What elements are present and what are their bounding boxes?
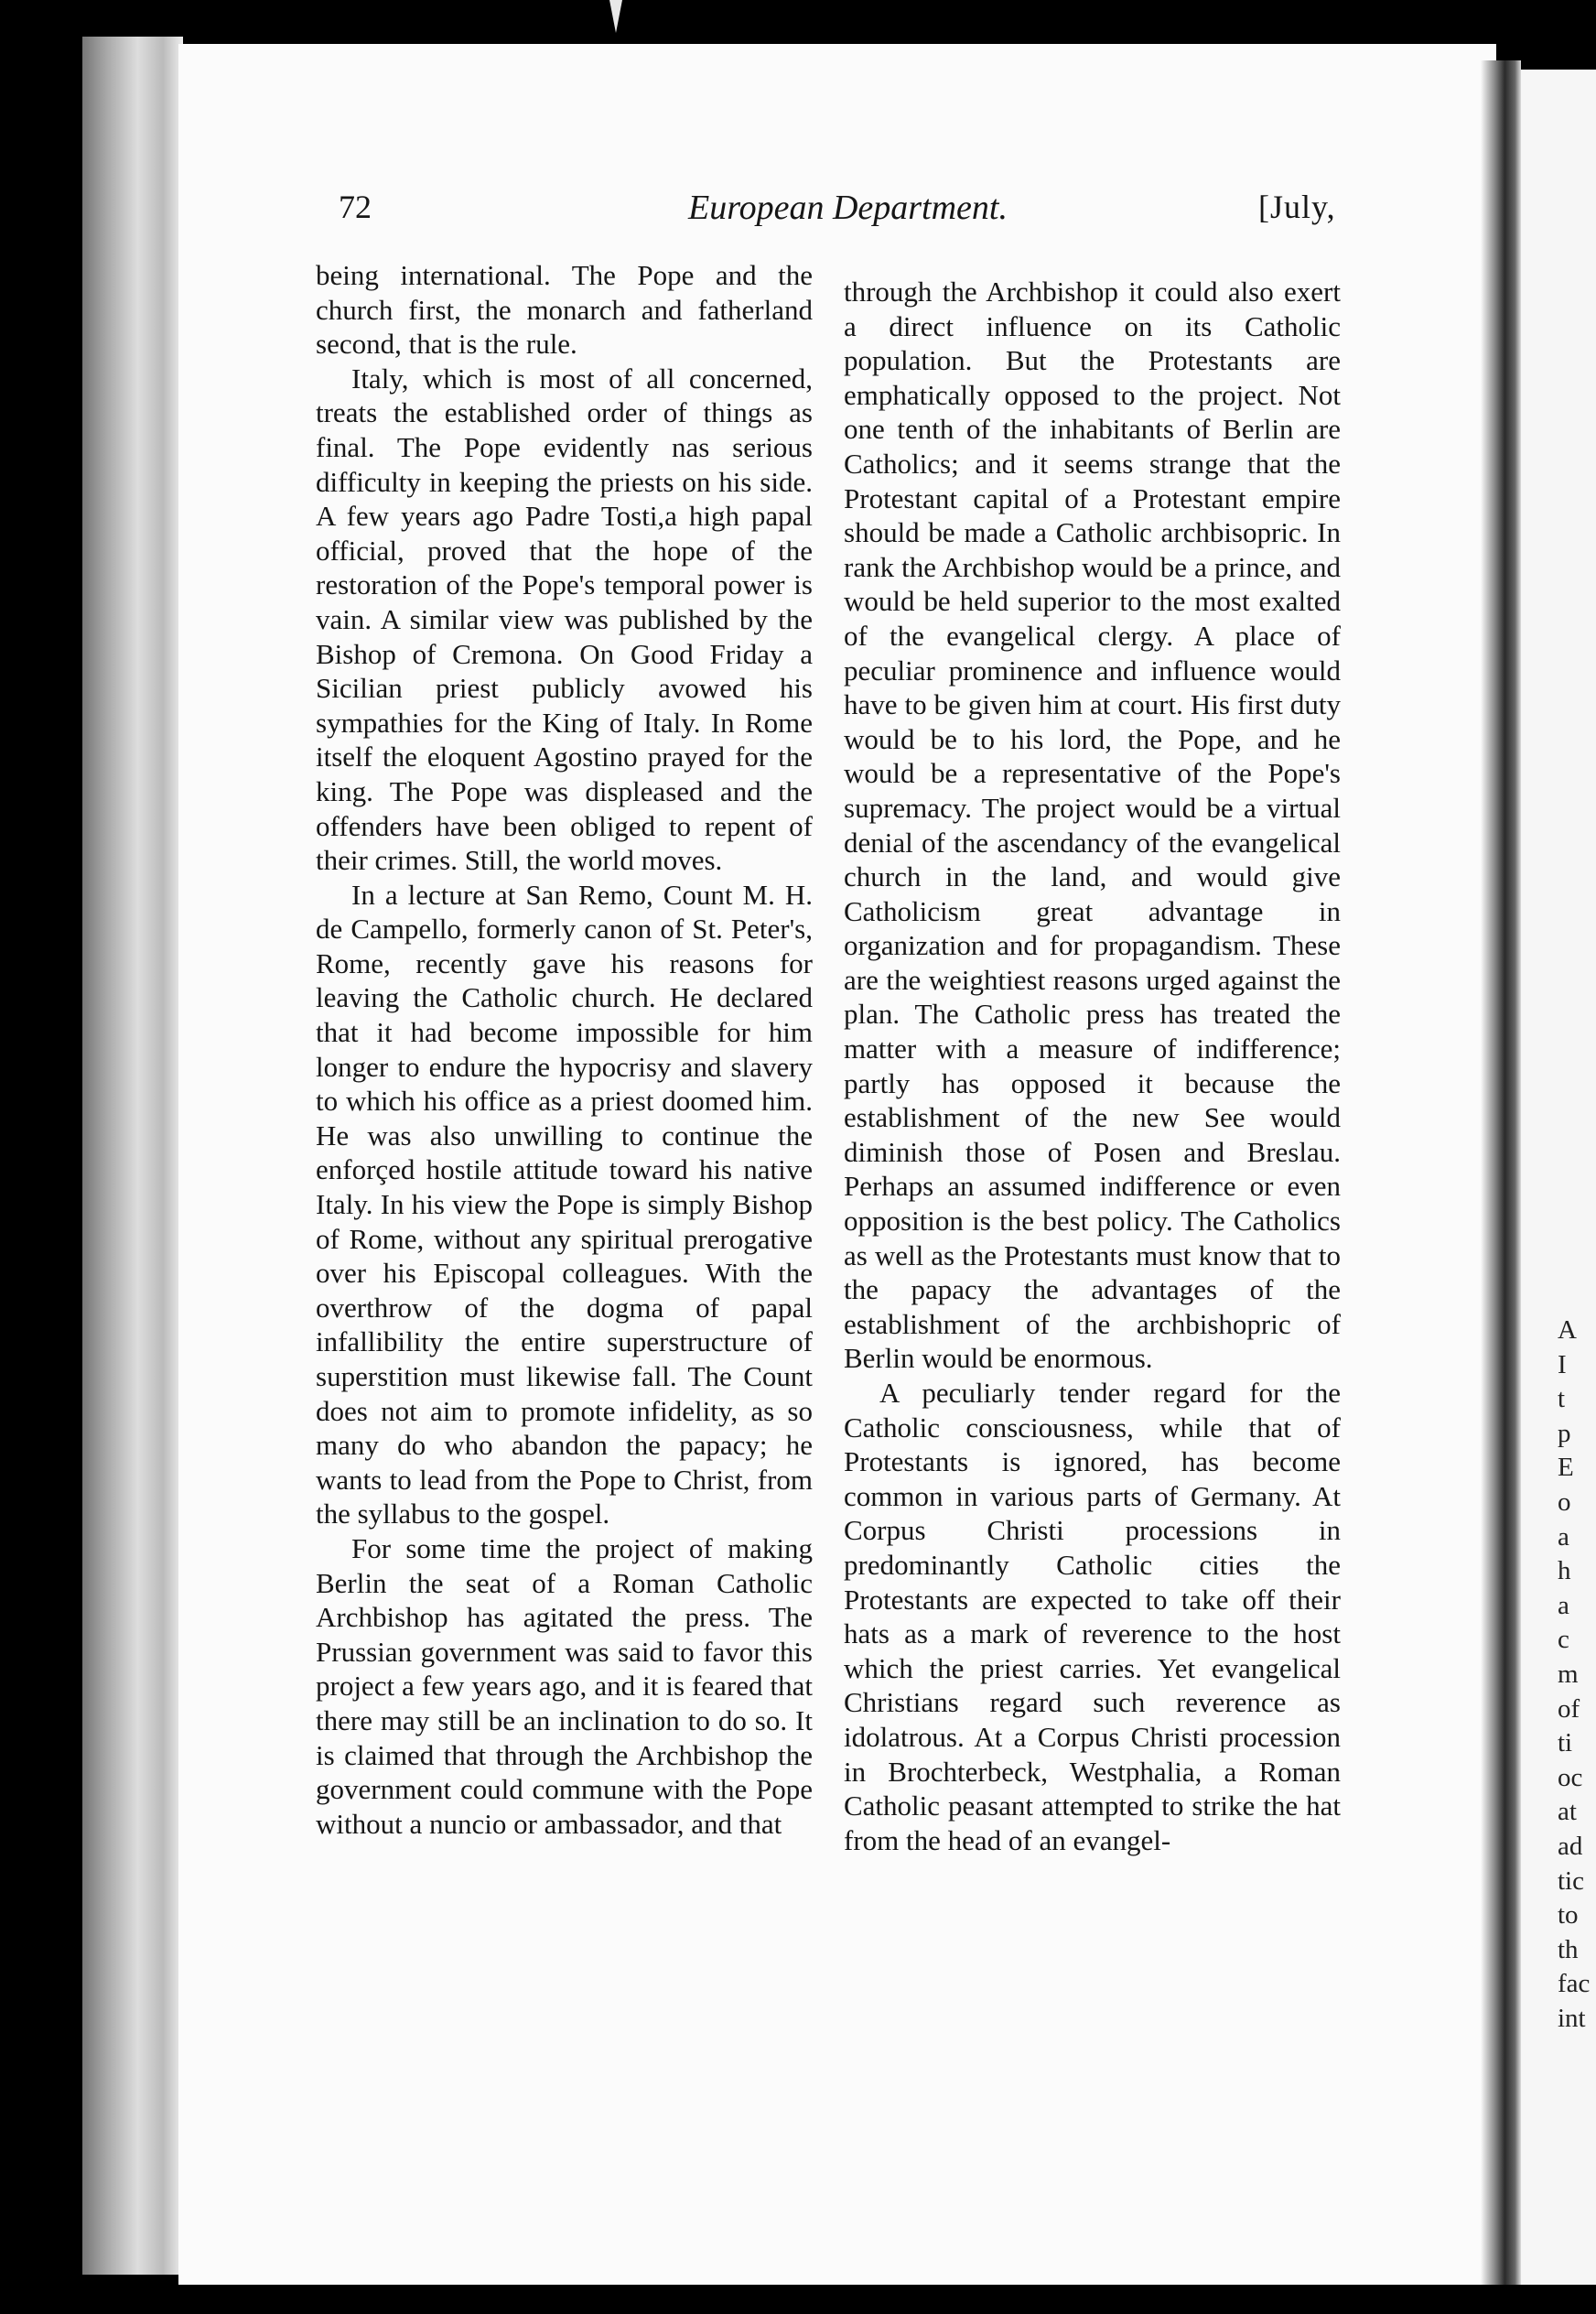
fragment: m [1558, 1659, 1579, 1689]
paragraph: In a lecture at San Remo, Count M. H. de Campello, formerly canon of St. Peter's, Rome, recently gave his reasons for leaving the Catholic church. He declared that it had become impossible for him longer to endure the hypocrisy and slavery to which his office as a priest doomed him. He was also unwilling to continue the enforçed hostile attitude toward his native Italy. In his view the Pope is simply Bishop of Rome, without any spiritual prerogative over his Episcopal colleagues. With the overthrow of the dogma of papal infallibility the entire superstructure of superstition must likewise fall. The Count does not aim to promote infidelity, as so many do who abandon the papacy; he wants to lead from the Pope to Christ, from the syllabus to the gospel. [316, 878, 813, 1530]
fragment: c [1558, 1625, 1569, 1655]
fragment: p [1558, 1418, 1571, 1448]
paragraph: A peculiarly tender regard for the Catholic consciousness, while that of Protestants is ignored, has become common in various parts of Germany. At Corpus Christi processions in predominantly Catholic cities the Protestants are expected to take off their hats as a mark of reverence to the host which the priest carries. Yet evangelical Christians regard such reverence as idolatrous. At a Corpus Christi procession in Brochterbeck, Westphalia, a Roman Catholic peasant attempted to strike the hat from the head of an evangel- [844, 1377, 1341, 1856]
fragment: t [1558, 1384, 1566, 1414]
fragment: ti [1558, 1728, 1573, 1758]
fragment: a [1558, 1521, 1569, 1552]
fragment: of [1558, 1693, 1580, 1724]
paragraph: being international. The Pope and the church first, the monarch and fatherland second, that is the rule. [316, 259, 813, 361]
fragment: h [1558, 1556, 1571, 1586]
page-number: 72 [339, 189, 372, 225]
fragment: o [1558, 1487, 1571, 1517]
fragment: oc [1558, 1762, 1583, 1792]
fragment: I [1558, 1349, 1567, 1379]
fragment: th [1558, 1934, 1579, 1964]
fragment: a [1558, 1590, 1569, 1620]
running-head: European Department. [688, 189, 1008, 227]
facing-page-text-fragments [1558, 1314, 1590, 2036]
fragment: int [1558, 2003, 1586, 2033]
issue-date: [July, [1258, 189, 1336, 225]
scan-artifact [609, 0, 622, 33]
left-column [316, 258, 813, 1841]
book-left-edge [82, 37, 183, 2275]
fragment: A [1558, 1315, 1577, 1345]
fragment: tic [1558, 1865, 1584, 1896]
paragraph: through the Archbishop it could also exert a direct influence on its Catholic population. But the Protestants are emphatically opposed to the project. Not one tenth of the inhabitants of Berlin are Catholics; and it seems strange that the Protestant capital of a Protestant empire should be made a Catholic archbisopric. In rank the Archbishop would be a prince, and would be held superior to the most exalted of the evangelical clergy. A place of peculiar prominence and influence would have to be given him at court. His first duty would be to his lord, the Pope, and he would be a representative of the Pope's supremacy. The project would be a virtual denial of the ascendancy of the evangelical church in the land, and would give Catholicism great advantage in organization and for propagandism. These are the weightiest reasons urged against the plan. The Catholic press has treated the matter with a measure of indifference; partly has opposed it because the establishment of the new See would diminish those of Posen and Breslau. Perhaps an assumed indifference or even opposition is the best policy. The Catholics as well as the Protestants must know that to the papacy the advantages of the establishment of the archbishopric of Berlin would be enormous. [844, 276, 1341, 1375]
fragment: ad [1558, 1831, 1583, 1861]
fragment: fac [1558, 1969, 1591, 1999]
paragraph: Italy, which is most of all concerned, treats the established order of things as final. The Pope evidently nas serious difficulty in keeping the priests on his side. A few years ago Padre Tosti,a high papal official, proved that the hope of the restoration of the Pope's temporal power is vain. A similar view was published by the Bishop of Cremona. On Good Friday a Sicilian priest publicly avowed his sympathies for the King of Italy. In Rome itself the eloquent Agostino prayed for the king. The Pope was displeased and the offenders have been obliged to repent of their crimes. Still, the world moves. [316, 362, 813, 877]
right-column [844, 275, 1341, 1857]
fragment: at [1558, 1797, 1577, 1827]
book-gutter [1481, 60, 1521, 2285]
fragment: to [1558, 1900, 1579, 1930]
paragraph: For some time the project of making Berlin the seat of a Roman Catholic Archbishop has agitated the press. The Prussian government was said to favor this project a few years ago, and it is feared that there may still be an inclination to do so. It is claimed that through the Archbishop the government could commune with the Pope without a nuncio or ambassador, and that [316, 1531, 813, 1840]
fragment: E [1558, 1453, 1574, 1483]
